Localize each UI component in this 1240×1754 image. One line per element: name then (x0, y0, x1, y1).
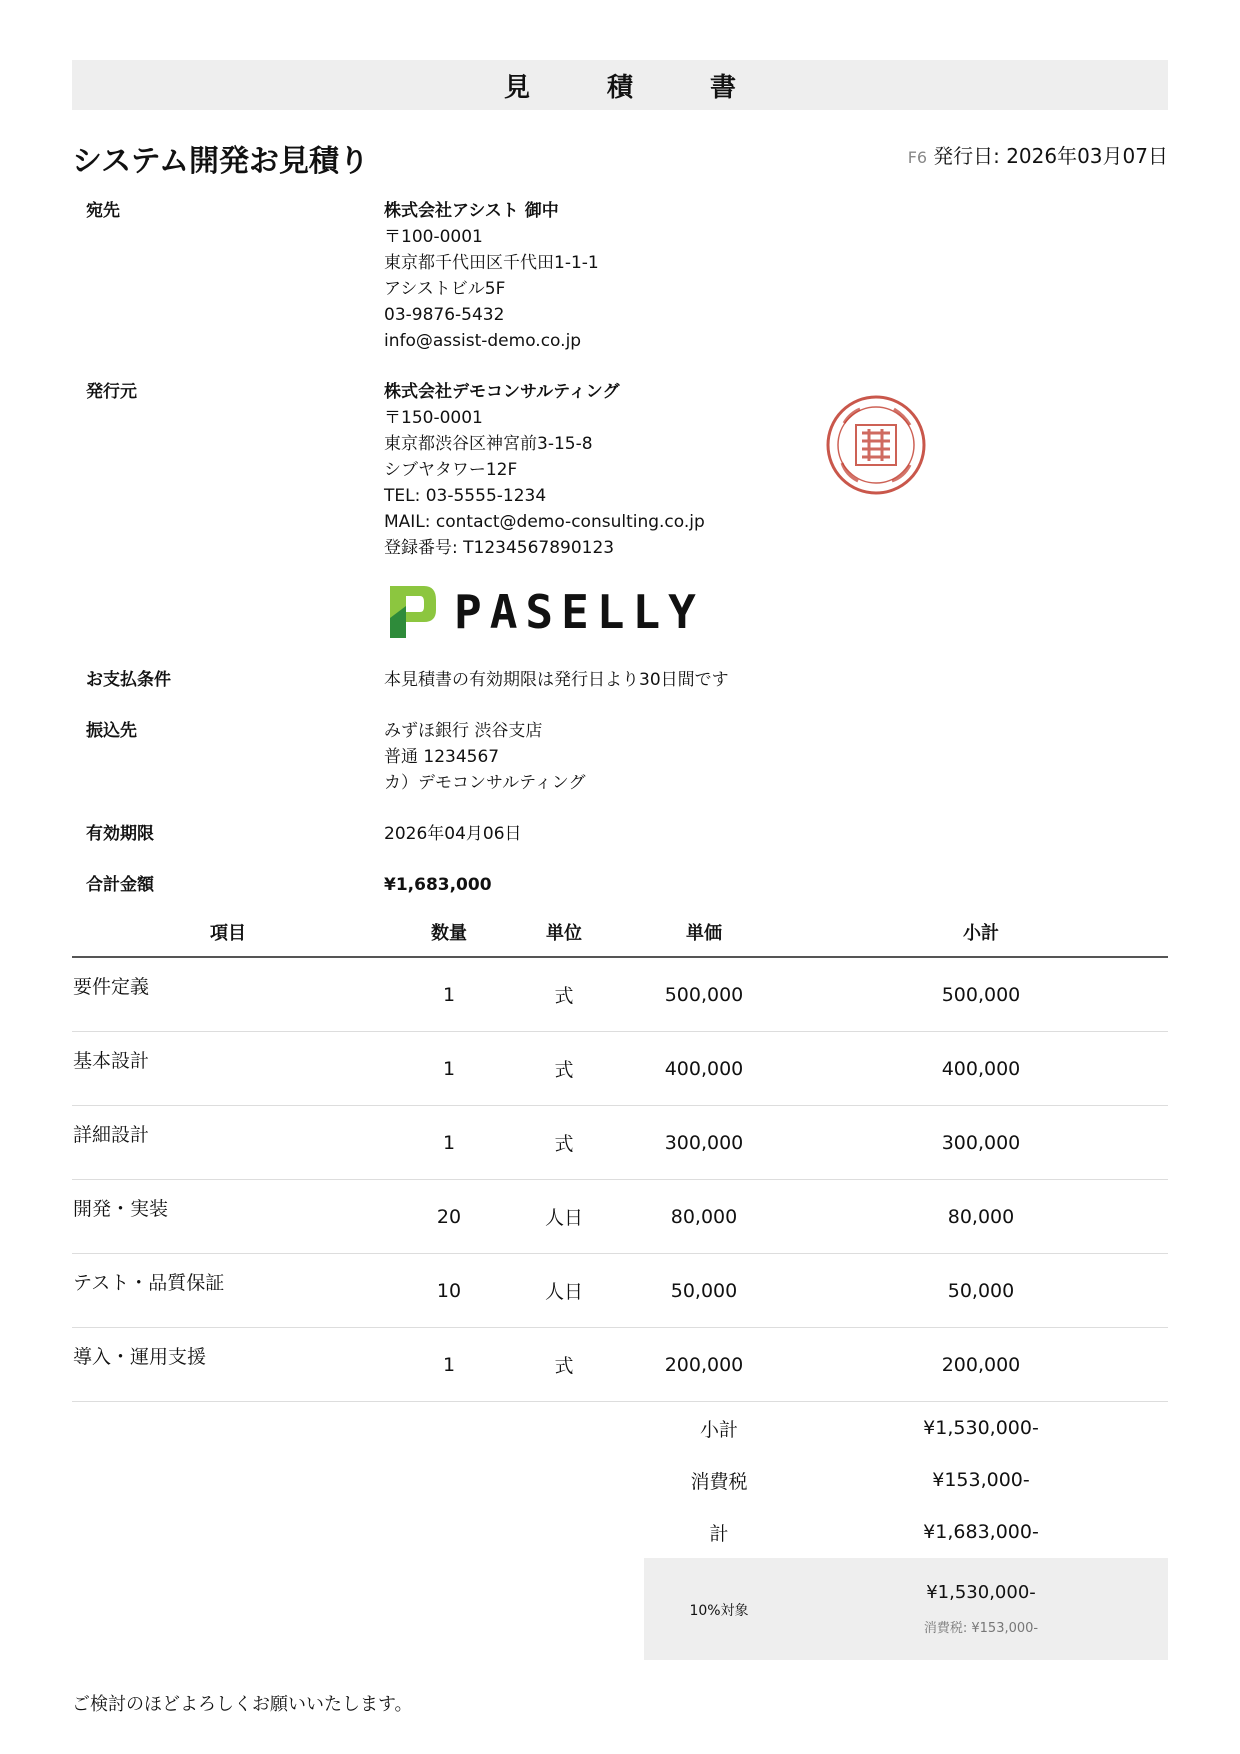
subject-title: システム開発お見積り (72, 144, 369, 179)
payment-value: 本見積書の有効期限は発行日より30日間です (384, 670, 729, 690)
subtotal-row (72, 1402, 1168, 1454)
row-item: 基本設計 (72, 1032, 384, 1106)
row-price: 300,000 (614, 1106, 794, 1180)
recipient-email: info@assist-demo.co.jp (384, 331, 582, 351)
row-unit: 式 (514, 1032, 614, 1106)
issuer-registration: 登録番号: T1234567890123 (384, 538, 615, 558)
tax-rate-row (72, 1558, 1168, 1660)
header-subtotal: 小計 (794, 908, 1168, 957)
total-label: 合計金額 (86, 875, 154, 895)
recipient-postal: 〒100-0001 (384, 227, 483, 247)
validity-label: 有効期限 (86, 824, 154, 844)
total-value: ¥1,683,000 (384, 875, 492, 895)
bank-row (72, 718, 1168, 796)
row-item: 要件定義 (72, 957, 384, 1032)
tax-row (72, 1454, 1168, 1506)
row-item: 詳細設計 (72, 1106, 384, 1180)
totals-table (72, 1402, 1168, 1660)
row-unit: 式 (514, 1328, 614, 1402)
recipient-value (384, 198, 1168, 354)
row-price: 50,000 (614, 1254, 794, 1328)
items-header-row (72, 908, 1168, 957)
header-qty: 数量 (384, 908, 514, 957)
subtotal-value: ¥1,530,000- (923, 1417, 1039, 1439)
issuer-phone: TEL: 03-5555-1234 (384, 486, 547, 506)
logo-text: PASELLY (454, 585, 704, 639)
bank-value (384, 718, 1168, 796)
subject-row (72, 128, 1168, 198)
tax-rate-label-cell (644, 1558, 794, 1660)
company-logo (384, 581, 1168, 643)
header-unit: 単位 (514, 908, 614, 957)
table-row (72, 1032, 1168, 1106)
row-qty: 1 (384, 1032, 514, 1106)
issuer-address: 東京都渋谷区神宮前3-15-8 (384, 434, 593, 454)
row-subtotal: 80,000 (794, 1180, 1168, 1254)
bank-holder: カ）デモコンサルティング (384, 773, 586, 793)
items-table (72, 908, 1168, 1402)
tax-label: 消費税 (690, 1470, 748, 1493)
issuer-name: 株式会社デモコンサルティング (384, 382, 620, 402)
closing-message: ご検討のほどよろしくお願いいたします。 (72, 1694, 413, 1715)
payment-label: お支払条件 (86, 670, 171, 690)
table-row (72, 957, 1168, 1032)
grand-total-row (72, 1506, 1168, 1558)
bank-label: 振込先 (86, 721, 137, 741)
row-price: 80,000 (614, 1180, 794, 1254)
issuer-value (384, 379, 1168, 643)
row-qty: 1 (384, 1106, 514, 1180)
row-qty: 10 (384, 1254, 514, 1328)
issuer-building: シブヤタワー12F (384, 460, 518, 480)
recipient-phone: 03-9876-5432 (384, 305, 505, 325)
row-subtotal: 500,000 (794, 957, 1168, 1032)
row-subtotal: 200,000 (794, 1328, 1168, 1402)
recipient-label: 宛先 (86, 201, 120, 221)
tax-rate-amount: ¥1,530,000- (926, 1582, 1036, 1603)
issue-code: F6 (907, 148, 928, 167)
header-price: 単価 (614, 908, 794, 957)
document-title: 見 積 書 (72, 60, 1168, 110)
total-row (72, 872, 1168, 898)
bank-account: 普通 1234567 (384, 747, 500, 767)
issuer-postal: 〒150-0001 (384, 408, 483, 428)
payment-row (72, 667, 1168, 693)
row-unit: 式 (514, 1106, 614, 1180)
grand-total-label: 計 (709, 1522, 729, 1545)
row-unit: 式 (514, 957, 614, 1032)
recipient-building: アシストビル5F (384, 279, 506, 299)
company-seal-stamp (824, 393, 928, 497)
logo-mark-icon (384, 582, 440, 642)
issuer-label: 発行元 (86, 382, 137, 402)
row-unit: 人日 (514, 1254, 614, 1328)
tax-rate-tax: 消費税: ¥153,000- (923, 1621, 1039, 1636)
row-price: 200,000 (614, 1328, 794, 1402)
validity-value: 2026年04月06日 (384, 824, 522, 844)
table-row (72, 1328, 1168, 1402)
issue-date (908, 140, 1168, 169)
tax-rate-label: 10%対象 (689, 1603, 749, 1619)
row-qty: 1 (384, 957, 514, 1032)
recipient-address: 東京都千代田区千代田1-1-1 (384, 253, 599, 273)
info-section (72, 198, 1168, 898)
row-subtotal: 50,000 (794, 1254, 1168, 1328)
header-item: 項目 (72, 908, 384, 957)
row-item: テスト・品質保証 (72, 1254, 384, 1328)
table-row (72, 1254, 1168, 1328)
row-subtotal: 300,000 (794, 1106, 1168, 1180)
validity-row (72, 821, 1168, 847)
row-qty: 20 (384, 1180, 514, 1254)
row-subtotal: 400,000 (794, 1032, 1168, 1106)
tax-value: ¥153,000- (932, 1469, 1030, 1491)
issuer-email: MAIL: contact@demo-consulting.co.jp (384, 512, 705, 532)
row-item: 開発・実装 (72, 1180, 384, 1254)
recipient-row (72, 198, 1168, 354)
bank-name: みずほ銀行 渋谷支店 (384, 721, 543, 741)
subtotal-label: 小計 (699, 1418, 738, 1441)
tax-rate-value-cell (794, 1558, 1168, 1660)
recipient-name: 株式会社アシスト 御中 (384, 201, 559, 221)
estimate-page (72, 60, 1168, 1716)
row-unit: 人日 (514, 1180, 614, 1254)
issuer-row (72, 379, 1168, 643)
grand-total-value: ¥1,683,000- (923, 1521, 1039, 1543)
table-row (72, 1106, 1168, 1180)
table-row (72, 1180, 1168, 1254)
row-qty: 1 (384, 1328, 514, 1402)
row-price: 500,000 (614, 957, 794, 1032)
row-price: 400,000 (614, 1032, 794, 1106)
row-item: 導入・運用支援 (72, 1328, 384, 1402)
issue-date-text: 発行日: 2026年03月07日 (933, 144, 1168, 168)
